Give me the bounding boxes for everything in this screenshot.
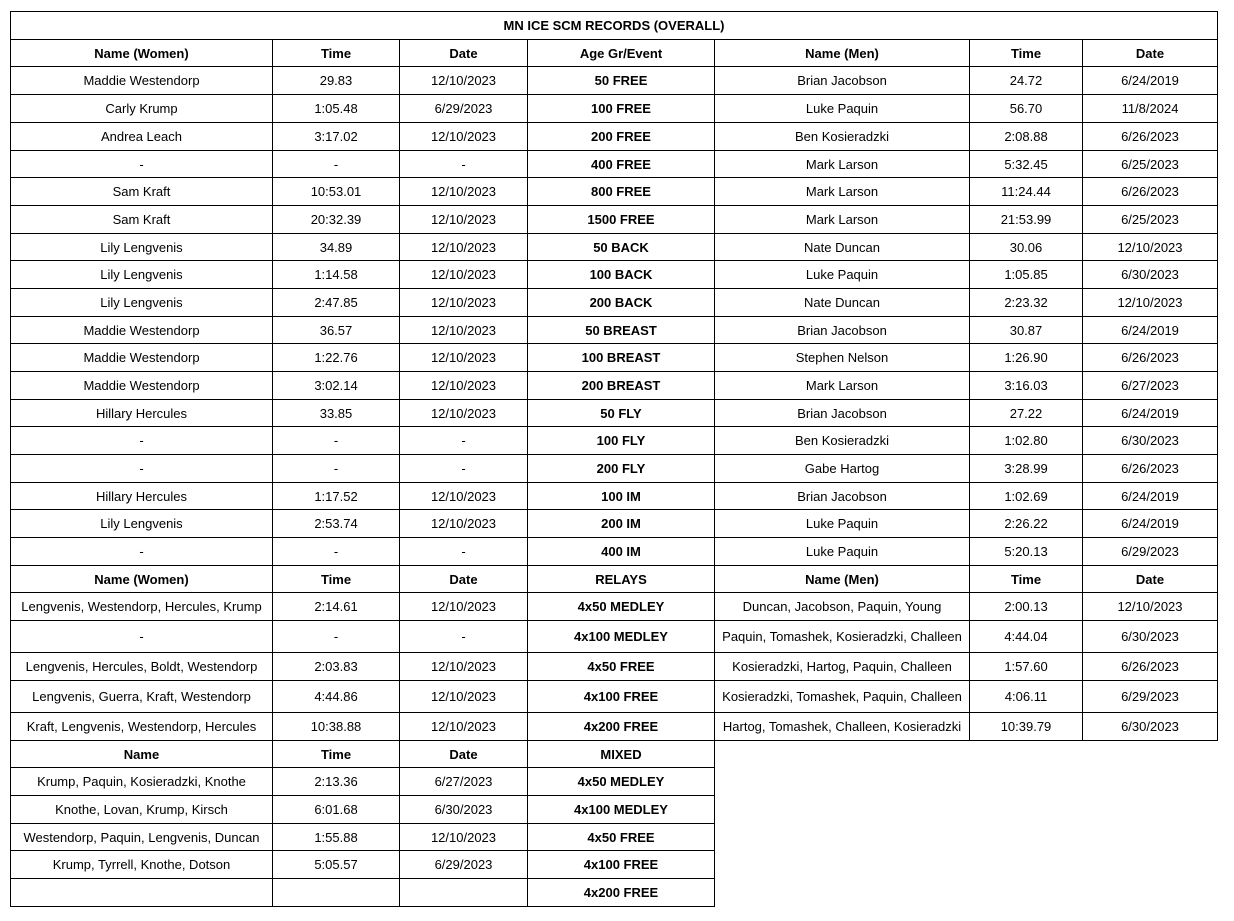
header-date-men: Date — [1083, 40, 1218, 67]
empty-cell — [1083, 851, 1218, 879]
women-relay-date-cell: 12/10/2023 — [400, 713, 528, 741]
mixed-time-cell: 5:05.57 — [273, 851, 400, 879]
men-name-cell: Gabe Hartog — [715, 455, 970, 483]
men-date-cell: 12/10/2023 — [1083, 289, 1218, 317]
empty-cell — [715, 768, 970, 796]
empty-cell — [715, 879, 970, 907]
men-time-cell: 5:20.13 — [970, 538, 1083, 566]
men-name-cell: Mark Larson — [715, 372, 970, 400]
mixed-header-row — [11, 741, 1218, 768]
women-name-cell: Andrea Leach — [11, 123, 273, 151]
women-relay-date-cell: 12/10/2023 — [400, 653, 528, 681]
mixed-name-cell — [11, 879, 273, 907]
relay-row — [11, 713, 1218, 741]
men-date-cell: 6/26/2023 — [1083, 123, 1218, 151]
relays-header-time-women: Time — [273, 566, 400, 593]
women-date-cell: 12/10/2023 — [400, 400, 528, 427]
record-row — [11, 372, 1218, 400]
women-relay-time-cell: 4:44.86 — [273, 681, 400, 713]
men-name-cell: Mark Larson — [715, 151, 970, 178]
records-table — [10, 11, 1218, 907]
mixed-row — [11, 879, 1218, 907]
women-name-cell: Lily Lengvenis — [11, 234, 273, 261]
women-date-cell: 12/10/2023 — [400, 261, 528, 289]
women-date-cell: 12/10/2023 — [400, 483, 528, 510]
event-cell: 200 FREE — [528, 123, 715, 151]
women-time-cell: - — [273, 151, 400, 178]
men-date-cell: 6/30/2023 — [1083, 261, 1218, 289]
women-time-cell: 10:53.01 — [273, 178, 400, 206]
empty-cell — [1083, 741, 1218, 768]
empty-cell — [970, 824, 1083, 851]
women-relay-date-cell: - — [400, 621, 528, 653]
men-relay-name-cell: Hartog, Tomashek, Challeen, Kosieradzki — [715, 713, 970, 741]
men-relay-date-cell: 6/30/2023 — [1083, 621, 1218, 653]
women-time-cell: 1:22.76 — [273, 344, 400, 372]
relays-header-row — [11, 566, 1218, 593]
empty-cell — [1083, 824, 1218, 851]
mixed-header-name: Name — [11, 741, 273, 768]
mixed-row — [11, 768, 1218, 796]
record-row — [11, 67, 1218, 95]
women-time-cell: - — [273, 455, 400, 483]
empty-cell — [1083, 768, 1218, 796]
women-name-cell: - — [11, 538, 273, 566]
women-time-cell: 20:32.39 — [273, 206, 400, 234]
women-time-cell: 29.83 — [273, 67, 400, 95]
men-relay-name-cell: Duncan, Jacobson, Paquin, Young — [715, 593, 970, 621]
women-time-cell: 2:47.85 — [273, 289, 400, 317]
women-name-cell: Maddie Westendorp — [11, 317, 273, 344]
record-row — [11, 123, 1218, 151]
men-time-cell: 56.70 — [970, 95, 1083, 123]
record-row — [11, 95, 1218, 123]
record-row — [11, 427, 1218, 455]
women-date-cell: 12/10/2023 — [400, 289, 528, 317]
women-name-cell: Hillary Hercules — [11, 483, 273, 510]
mixed-date-cell: 6/29/2023 — [400, 851, 528, 879]
men-date-cell: 6/26/2023 — [1083, 178, 1218, 206]
men-date-cell: 6/24/2019 — [1083, 400, 1218, 427]
mixed-event-cell: 4x200 FREE — [528, 879, 715, 907]
relays-header-time-men: Time — [970, 566, 1083, 593]
mixed-date-cell: 6/30/2023 — [400, 796, 528, 824]
women-relay-time-cell: 2:03.83 — [273, 653, 400, 681]
relay-event-cell: 4x50 MEDLEY — [528, 593, 715, 621]
men-name-cell: Nate Duncan — [715, 234, 970, 261]
mixed-event-cell: 4x100 FREE — [528, 851, 715, 879]
mixed-row — [11, 824, 1218, 851]
women-name-cell: Carly Krump — [11, 95, 273, 123]
record-row — [11, 206, 1218, 234]
men-relay-date-cell: 6/26/2023 — [1083, 653, 1218, 681]
event-cell: 100 FREE — [528, 95, 715, 123]
relays-header-label: RELAYS — [528, 566, 715, 593]
men-name-cell: Nate Duncan — [715, 289, 970, 317]
men-relay-name-cell: Kosieradzki, Tomashek, Paquin, Challeen — [715, 681, 970, 713]
women-time-cell: 34.89 — [273, 234, 400, 261]
event-cell: 400 FREE — [528, 151, 715, 178]
event-cell: 1500 FREE — [528, 206, 715, 234]
event-cell: 100 FLY — [528, 427, 715, 455]
empty-cell — [715, 824, 970, 851]
mixed-time-cell: 1:55.88 — [273, 824, 400, 851]
women-relay-time-cell: 2:14.61 — [273, 593, 400, 621]
women-relay-name-cell: Lengvenis, Hercules, Boldt, Westendorp — [11, 653, 273, 681]
women-date-cell: - — [400, 455, 528, 483]
women-relay-name-cell: Lengvenis, Guerra, Kraft, Westendorp — [11, 681, 273, 713]
empty-cell — [970, 768, 1083, 796]
relays-header-name-women: Name (Women) — [11, 566, 273, 593]
event-cell: 200 FLY — [528, 455, 715, 483]
mixed-time-cell: 2:13.36 — [273, 768, 400, 796]
men-name-cell: Stephen Nelson — [715, 344, 970, 372]
relays-header-date-men: Date — [1083, 566, 1218, 593]
event-cell: 800 FREE — [528, 178, 715, 206]
record-row — [11, 289, 1218, 317]
women-relay-name-cell: Lengvenis, Westendorp, Hercules, Krump — [11, 593, 273, 621]
women-name-cell: Maddie Westendorp — [11, 372, 273, 400]
event-cell: 200 BACK — [528, 289, 715, 317]
relays-header-name-men: Name (Men) — [715, 566, 970, 593]
empty-cell — [1083, 796, 1218, 824]
men-time-cell: 3:28.99 — [970, 455, 1083, 483]
men-relay-name-cell: Kosieradzki, Hartog, Paquin, Challeen — [715, 653, 970, 681]
men-name-cell: Ben Kosieradzki — [715, 123, 970, 151]
men-date-cell: 11/8/2024 — [1083, 95, 1218, 123]
record-row — [11, 400, 1218, 427]
relay-event-cell: 4x100 FREE — [528, 681, 715, 713]
mixed-date-cell: 12/10/2023 — [400, 824, 528, 851]
men-relay-name-cell: Paquin, Tomashek, Kosieradzki, Challeen — [715, 621, 970, 653]
event-cell: 50 FLY — [528, 400, 715, 427]
mixed-event-cell: 4x50 MEDLEY — [528, 768, 715, 796]
men-relay-time-cell: 1:57.60 — [970, 653, 1083, 681]
men-name-cell: Brian Jacobson — [715, 400, 970, 427]
women-date-cell: 12/10/2023 — [400, 372, 528, 400]
men-date-cell: 6/29/2023 — [1083, 538, 1218, 566]
event-cell: 100 BREAST — [528, 344, 715, 372]
relay-row — [11, 653, 1218, 681]
women-name-cell: Sam Kraft — [11, 206, 273, 234]
mixed-header-date: Date — [400, 741, 528, 768]
men-name-cell: Luke Paquin — [715, 95, 970, 123]
women-name-cell: - — [11, 427, 273, 455]
record-row — [11, 455, 1218, 483]
women-time-cell: 3:02.14 — [273, 372, 400, 400]
event-cell: 50 BACK — [528, 234, 715, 261]
mixed-header-time: Time — [273, 741, 400, 768]
women-time-cell: 2:53.74 — [273, 510, 400, 538]
mixed-name-cell: Westendorp, Paquin, Lengvenis, Duncan — [11, 824, 273, 851]
women-relay-date-cell: 12/10/2023 — [400, 593, 528, 621]
header-name-men: Name (Men) — [715, 40, 970, 67]
men-relay-date-cell: 6/30/2023 — [1083, 713, 1218, 741]
record-row — [11, 510, 1218, 538]
mixed-time-cell: 6:01.68 — [273, 796, 400, 824]
men-date-cell: 6/27/2023 — [1083, 372, 1218, 400]
men-name-cell: Ben Kosieradzki — [715, 427, 970, 455]
men-date-cell: 6/25/2023 — [1083, 151, 1218, 178]
record-row — [11, 261, 1218, 289]
event-cell: 200 IM — [528, 510, 715, 538]
header-time-women: Time — [273, 40, 400, 67]
women-date-cell: 12/10/2023 — [400, 234, 528, 261]
women-date-cell: 12/10/2023 — [400, 317, 528, 344]
women-date-cell: 12/10/2023 — [400, 344, 528, 372]
men-date-cell: 6/26/2023 — [1083, 455, 1218, 483]
women-name-cell: - — [11, 455, 273, 483]
empty-cell — [715, 796, 970, 824]
men-date-cell: 6/24/2019 — [1083, 67, 1218, 95]
men-date-cell: 6/24/2019 — [1083, 483, 1218, 510]
women-time-cell: - — [273, 427, 400, 455]
men-time-cell: 11:24.44 — [970, 178, 1083, 206]
women-date-cell: 12/10/2023 — [400, 510, 528, 538]
record-row — [11, 483, 1218, 510]
women-time-cell: 1:05.48 — [273, 95, 400, 123]
women-date-cell: - — [400, 151, 528, 178]
women-date-cell: - — [400, 427, 528, 455]
men-relay-time-cell: 2:00.13 — [970, 593, 1083, 621]
women-relay-name-cell: Kraft, Lengvenis, Westendorp, Hercules — [11, 713, 273, 741]
men-relay-date-cell: 6/29/2023 — [1083, 681, 1218, 713]
mixed-time-cell — [273, 879, 400, 907]
men-date-cell: 6/26/2023 — [1083, 344, 1218, 372]
mixed-name-cell: Krump, Paquin, Kosieradzki, Knothe — [11, 768, 273, 796]
men-time-cell: 21:53.99 — [970, 206, 1083, 234]
men-date-cell: 6/24/2019 — [1083, 317, 1218, 344]
men-name-cell: Brian Jacobson — [715, 317, 970, 344]
women-time-cell: 36.57 — [273, 317, 400, 344]
men-time-cell: 1:02.80 — [970, 427, 1083, 455]
women-name-cell: Lily Lengvenis — [11, 261, 273, 289]
mixed-date-cell: 6/27/2023 — [400, 768, 528, 796]
women-relay-date-cell: 12/10/2023 — [400, 681, 528, 713]
event-cell: 50 FREE — [528, 67, 715, 95]
women-date-cell: 12/10/2023 — [400, 178, 528, 206]
mixed-header-label: MIXED — [528, 741, 715, 768]
women-time-cell: - — [273, 538, 400, 566]
record-row — [11, 317, 1218, 344]
header-time-men: Time — [970, 40, 1083, 67]
men-date-cell: 12/10/2023 — [1083, 234, 1218, 261]
relay-row — [11, 681, 1218, 713]
header-name-women: Name (Women) — [11, 40, 273, 67]
women-date-cell: - — [400, 538, 528, 566]
men-name-cell: Mark Larson — [715, 206, 970, 234]
men-time-cell: 30.06 — [970, 234, 1083, 261]
record-row — [11, 178, 1218, 206]
men-relay-date-cell: 12/10/2023 — [1083, 593, 1218, 621]
relay-event-cell: 4x200 FREE — [528, 713, 715, 741]
event-cell: 200 BREAST — [528, 372, 715, 400]
women-name-cell: Hillary Hercules — [11, 400, 273, 427]
women-name-cell: Sam Kraft — [11, 178, 273, 206]
empty-cell — [970, 741, 1083, 768]
mixed-date-cell — [400, 879, 528, 907]
men-time-cell: 2:08.88 — [970, 123, 1083, 151]
empty-cell — [715, 741, 970, 768]
women-name-cell: Lily Lengvenis — [11, 510, 273, 538]
table-title: MN ICE SCM RECORDS (OVERALL) — [11, 12, 1218, 40]
men-date-cell: 6/25/2023 — [1083, 206, 1218, 234]
women-date-cell: 12/10/2023 — [400, 67, 528, 95]
event-cell: 100 IM — [528, 483, 715, 510]
men-time-cell: 30.87 — [970, 317, 1083, 344]
women-time-cell: 3:17.02 — [273, 123, 400, 151]
women-name-cell: Maddie Westendorp — [11, 344, 273, 372]
men-relay-time-cell: 10:39.79 — [970, 713, 1083, 741]
men-time-cell: 27.22 — [970, 400, 1083, 427]
women-date-cell: 12/10/2023 — [400, 123, 528, 151]
women-date-cell: 6/29/2023 — [400, 95, 528, 123]
men-name-cell: Brian Jacobson — [715, 67, 970, 95]
mixed-row — [11, 851, 1218, 879]
men-name-cell: Mark Larson — [715, 178, 970, 206]
women-time-cell: 1:17.52 — [273, 483, 400, 510]
women-name-cell: Maddie Westendorp — [11, 67, 273, 95]
men-name-cell: Luke Paquin — [715, 261, 970, 289]
men-name-cell: Luke Paquin — [715, 510, 970, 538]
mixed-name-cell: Krump, Tyrrell, Knothe, Dotson — [11, 851, 273, 879]
empty-cell — [715, 851, 970, 879]
men-time-cell: 24.72 — [970, 67, 1083, 95]
title-row — [11, 12, 1218, 40]
record-row — [11, 234, 1218, 261]
women-name-cell: Lily Lengvenis — [11, 289, 273, 317]
empty-cell — [970, 879, 1083, 907]
empty-cell — [970, 851, 1083, 879]
event-cell: 100 BACK — [528, 261, 715, 289]
mixed-row — [11, 796, 1218, 824]
relay-event-cell: 4x50 FREE — [528, 653, 715, 681]
relays-header-date-women: Date — [400, 566, 528, 593]
men-relay-time-cell: 4:44.04 — [970, 621, 1083, 653]
men-time-cell: 1:02.69 — [970, 483, 1083, 510]
header-event: Age Gr/Event — [528, 40, 715, 67]
men-name-cell: Brian Jacobson — [715, 483, 970, 510]
women-name-cell: - — [11, 151, 273, 178]
men-time-cell: 1:26.90 — [970, 344, 1083, 372]
men-name-cell: Luke Paquin — [715, 538, 970, 566]
men-date-cell: 6/30/2023 — [1083, 427, 1218, 455]
mixed-event-cell: 4x100 MEDLEY — [528, 796, 715, 824]
header-row — [11, 40, 1218, 67]
men-date-cell: 6/24/2019 — [1083, 510, 1218, 538]
header-date-women: Date — [400, 40, 528, 67]
women-relay-name-cell: - — [11, 621, 273, 653]
men-time-cell: 3:16.03 — [970, 372, 1083, 400]
men-time-cell: 1:05.85 — [970, 261, 1083, 289]
women-date-cell: 12/10/2023 — [400, 206, 528, 234]
record-row — [11, 344, 1218, 372]
empty-cell — [1083, 879, 1218, 907]
mixed-name-cell: Knothe, Lovan, Krump, Kirsch — [11, 796, 273, 824]
women-time-cell: 1:14.58 — [273, 261, 400, 289]
mixed-event-cell: 4x50 FREE — [528, 824, 715, 851]
empty-cell — [970, 796, 1083, 824]
relay-event-cell: 4x100 MEDLEY — [528, 621, 715, 653]
record-row — [11, 151, 1218, 178]
record-row — [11, 538, 1218, 566]
women-time-cell: 33.85 — [273, 400, 400, 427]
relay-row — [11, 593, 1218, 621]
men-relay-time-cell: 4:06.11 — [970, 681, 1083, 713]
men-time-cell: 2:23.32 — [970, 289, 1083, 317]
men-time-cell: 5:32.45 — [970, 151, 1083, 178]
relay-row — [11, 621, 1218, 653]
event-cell: 50 BREAST — [528, 317, 715, 344]
event-cell: 400 IM — [528, 538, 715, 566]
women-relay-time-cell: - — [273, 621, 400, 653]
women-relay-time-cell: 10:38.88 — [273, 713, 400, 741]
men-time-cell: 2:26.22 — [970, 510, 1083, 538]
